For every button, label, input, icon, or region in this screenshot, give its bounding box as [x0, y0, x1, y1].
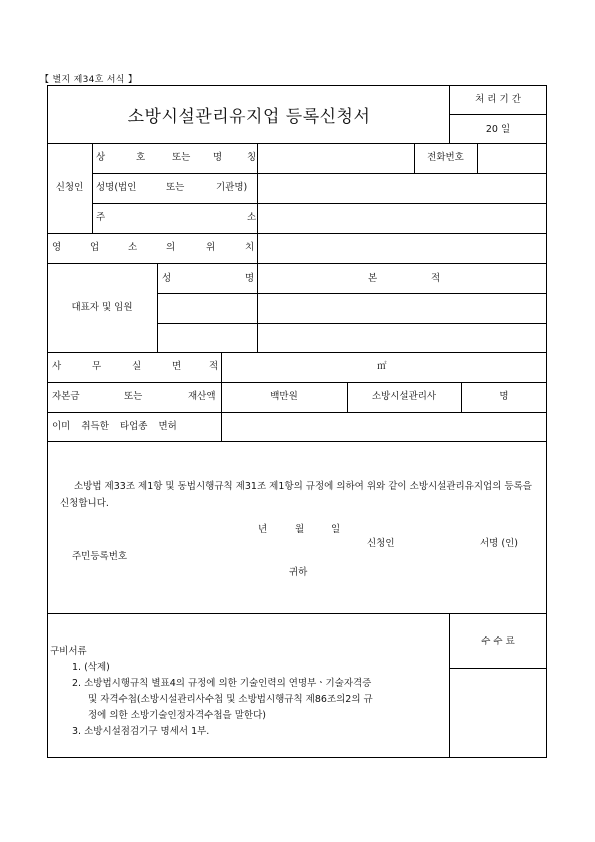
company-label-char: 호 [136, 152, 146, 163]
capital-label-part: 자본금 [52, 391, 80, 402]
document-item-continued: 및 자격수첩(소방시설관리사수첩 및 소방법시행규칙 제86조의2의 규 [88, 694, 373, 705]
date-year-label: 년 [258, 524, 268, 535]
signature-seal-label: 서명 (인) [480, 538, 518, 549]
name-label-part: 또는 [166, 182, 185, 193]
office-location-label-char: 위 [206, 242, 216, 253]
rep-name-label-char: 명 [245, 273, 255, 284]
applicant-group-label: 신청인 [55, 182, 84, 193]
fee-stamp-area[interactable] [449, 669, 547, 758]
phone-field[interactable] [477, 143, 547, 173]
office-location-label-char: 업 [90, 242, 100, 253]
office-area-label-char: 사 [52, 361, 62, 372]
fee-label: 수 수 료 [481, 636, 515, 647]
office-location-field[interactable] [257, 233, 547, 263]
office-area-label-char: 면 [172, 361, 182, 372]
company-name-field[interactable] [257, 143, 414, 173]
manager-count-unit: 명 [499, 391, 509, 402]
office-location-label-char: 영 [52, 242, 62, 253]
date-month-label: 월 [295, 524, 305, 535]
document-item-continued: 정에 의한 소방기술인정자격수첩을 말한다) [88, 710, 266, 721]
rep-name-field[interactable] [157, 323, 257, 352]
capital-unit: 백만원 [270, 391, 298, 402]
company-label-char: 명 [213, 152, 223, 163]
processing-divider [449, 114, 547, 115]
rep-origin-field[interactable] [257, 323, 547, 352]
row-divider [47, 441, 547, 442]
rep-origin-label-char: 적 [431, 273, 441, 284]
required-documents-heading: 구비서류 [50, 646, 87, 657]
other-license-field[interactable] [221, 412, 547, 441]
office-location-label-char: 소 [128, 242, 138, 253]
office-area-label-char: 적 [209, 361, 219, 372]
phone-label: 전화번호 [427, 152, 464, 163]
office-area-label-char: 실 [132, 361, 142, 372]
required-documents [50, 644, 445, 740]
addressee-label: 귀하 [289, 567, 308, 578]
column-divider [92, 143, 93, 233]
applicant-sign-label: 신청인 [367, 538, 395, 549]
declaration-text: 소방법 제33조 제1항 및 동법시행규칙 제31조 제1항의 규정에 의하여 위와 같이 소방시설관리유지업의 등록을 신청합니다. [60, 481, 532, 509]
rep-name-field[interactable] [157, 294, 257, 323]
office-area-label-char: 무 [92, 361, 102, 372]
name-label-part: 성명(법인 [96, 182, 137, 193]
document-item: 1. (삭제) [72, 662, 110, 673]
address-field[interactable] [257, 203, 547, 233]
company-label-char: 상 [96, 152, 106, 163]
row-divider [47, 613, 547, 614]
rep-origin-label-char: 본 [368, 273, 378, 284]
date-day-label: 일 [331, 524, 341, 535]
rep-name-label-char: 성 [162, 273, 172, 284]
capital-label-part: 또는 [124, 391, 143, 402]
company-label-char: 또는 [172, 152, 191, 163]
processing-period-value: 20 일 [485, 124, 511, 135]
applicant-name-field[interactable] [257, 173, 547, 203]
area-unit: ㎡ [377, 361, 387, 372]
office-location-label-char: 의 [166, 242, 176, 253]
document-item: 3. 소방시설점검기구 명세서 1부. [72, 726, 210, 737]
processing-period-label: 처 리 기 간 [475, 94, 521, 105]
other-license-label: 이미 취득한 타업종 면허 [52, 421, 177, 432]
row-divider [47, 263, 547, 264]
capital-label-part: 재산액 [188, 391, 216, 402]
form-number-label: 【 별지 제34호 서식 】 [40, 75, 138, 85]
company-label-char: 칭 [247, 152, 257, 163]
address-label-char: 소 [247, 212, 257, 223]
page-title: 소방시설관리유지업 등록신청서 [127, 107, 371, 127]
fire-facility-manager-label: 소방시설관리사 [371, 391, 437, 402]
name-label-part: 기관명) [216, 182, 248, 193]
resident-number-label: 주민등록번호 [72, 551, 128, 562]
office-location-label-char: 치 [245, 242, 255, 253]
rep-origin-field[interactable] [257, 294, 547, 323]
representative-group-label: 대표자 및 임원 [71, 302, 133, 313]
document-item: 2. 소방법시행규칙 별표4의 규정에 의한 기술인력의 연명부ㆍ기술자격증 [72, 678, 372, 689]
address-label-char: 주 [96, 212, 106, 223]
